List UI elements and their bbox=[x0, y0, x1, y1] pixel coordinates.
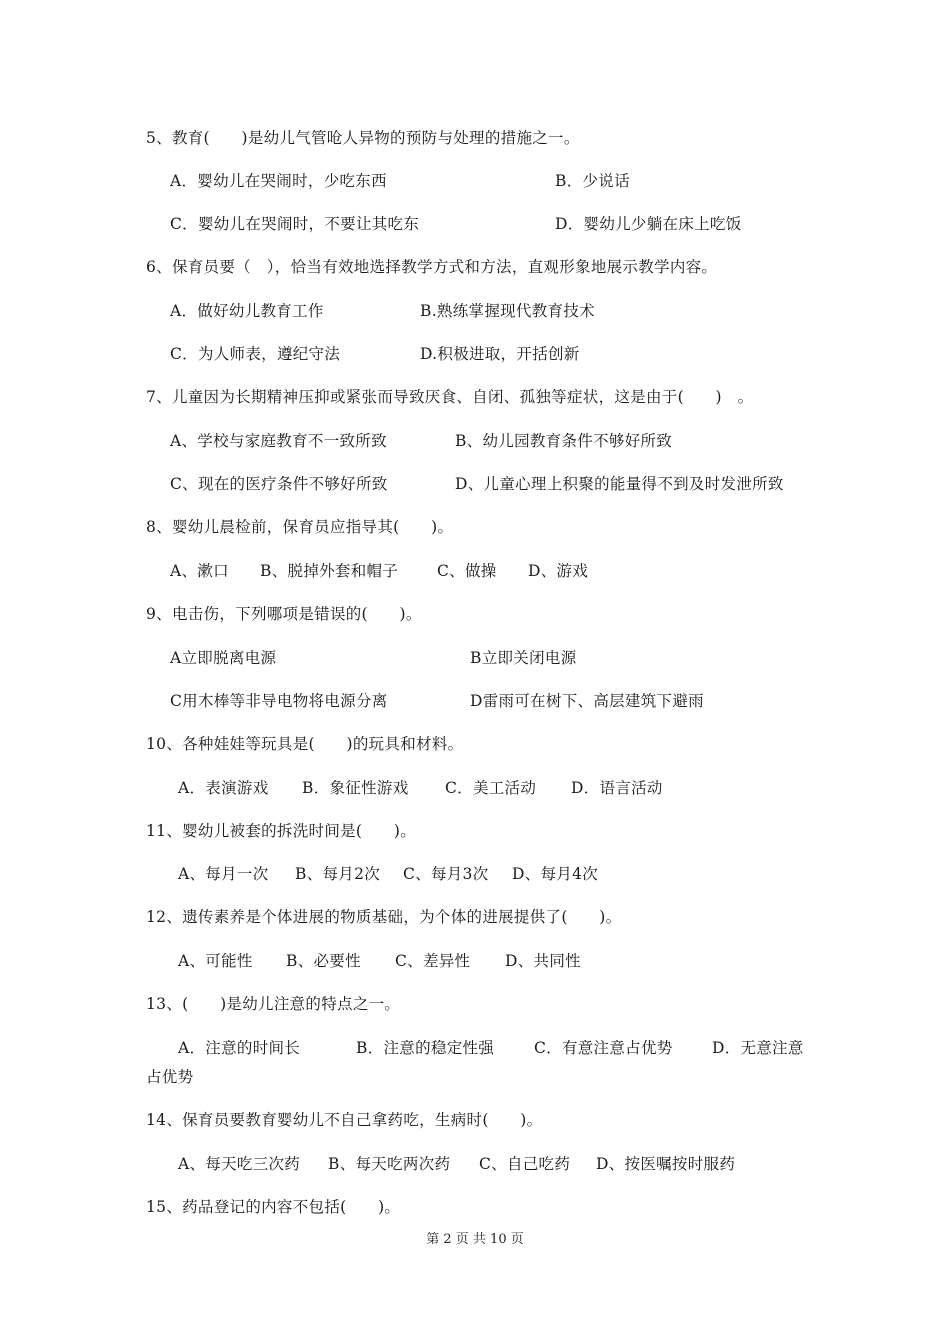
option-c: C、做操 bbox=[437, 562, 497, 580]
page-footer: 第 2 页 共 10 页 bbox=[426, 1232, 524, 1247]
option-a: A、每天吃三次药 bbox=[178, 1155, 301, 1173]
option-d: D.积极进取，开括创新 bbox=[420, 345, 580, 363]
question-stem: 7、儿童因为长期精神压抑或紧张而导致厌食、自闭、孤独等症状，这是由于( ) 。 bbox=[146, 388, 754, 406]
option-b: B、脱掉外套和帽子 bbox=[260, 562, 399, 580]
option-d: D、儿童心理上积聚的能量得不到及时发泄所致 bbox=[455, 475, 784, 493]
option-b: B、幼儿园教育条件不够好所致 bbox=[455, 432, 673, 450]
option-b: B、每天吃两次药 bbox=[328, 1155, 451, 1173]
option-d: D、游戏 bbox=[528, 562, 589, 580]
option-a: A立即脱离电源 bbox=[170, 649, 277, 667]
option-b: B立即关闭电源 bbox=[470, 649, 577, 667]
option-c: C、差异性 bbox=[395, 952, 471, 970]
option-a: A、可能性 bbox=[178, 952, 253, 970]
question-stem: 9、电击伤，下列哪项是错误的( )。 bbox=[146, 605, 422, 623]
question-stem: 10、各种娃娃等玩具是( )的玩具和材料。 bbox=[146, 735, 464, 753]
option-b: B、每月2次 bbox=[295, 865, 381, 883]
option-d: D、每月4次 bbox=[512, 865, 599, 883]
option-c: C用木棒等非导电物将电源分离 bbox=[170, 692, 388, 710]
question-stem: 8、婴幼儿晨检前，保育员应指导其( )。 bbox=[146, 518, 454, 536]
option-c: C．婴幼儿在哭闹时，不要让其吃东 bbox=[170, 215, 420, 233]
option-a: A、每月一次 bbox=[178, 865, 269, 883]
option-c: C．有意注意占优势 bbox=[534, 1039, 673, 1057]
option-a: A．表演游戏 bbox=[178, 779, 269, 797]
option-b: B．象征性游戏 bbox=[302, 779, 409, 797]
option-c: C、现在的医疗条件不够好所致 bbox=[170, 475, 388, 493]
question-stem: 6、保育员要（ ），恰当有效地选择教学方式和方法，直观形象地展示教学内容。 bbox=[146, 258, 718, 276]
option-a: A．注意的时间长 bbox=[178, 1039, 301, 1057]
question-stem: 13、( )是幼儿注意的特点之一。 bbox=[146, 995, 401, 1013]
option-c: C、自己吃药 bbox=[479, 1155, 571, 1173]
option-b: B.熟练掌握现代教育技术 bbox=[420, 302, 595, 320]
option-a: A．婴幼儿在哭闹时，少吃东西 bbox=[170, 172, 387, 190]
option-d: D．婴幼儿少躺在床上吃饭 bbox=[555, 215, 742, 233]
option-d: D、按医嘱按时服药 bbox=[596, 1155, 736, 1173]
option-d-part1: D．无意注意 bbox=[712, 1039, 804, 1057]
option-a: A、漱口 bbox=[170, 562, 229, 580]
option-c: C．美工活动 bbox=[445, 779, 537, 797]
question-stem: 15、药品登记的内容不包括( )。 bbox=[146, 1198, 401, 1216]
option-c: C．为人师表，遵纪守法 bbox=[170, 345, 341, 363]
option-d: D．语言活动 bbox=[571, 779, 663, 797]
option-b: B．注意的稳定性强 bbox=[356, 1039, 495, 1057]
option-d: D雷雨可在树下、高层建筑下避雨 bbox=[470, 692, 704, 710]
option-c: C、每月3次 bbox=[403, 865, 489, 883]
question-stem: 11、婴幼儿被套的拆洗时间是( )。 bbox=[146, 822, 417, 840]
option-a: A、学校与家庭教育不一致所致 bbox=[170, 432, 387, 450]
option-b: B．少说话 bbox=[555, 172, 630, 190]
option-d-part2: 占优势 bbox=[146, 1068, 194, 1086]
question-stem: 12、遗传素养是个体进展的物质基础，为个体的进展提供了( )。 bbox=[146, 908, 622, 926]
option-b: B、必要性 bbox=[286, 952, 361, 970]
option-d: D、共同性 bbox=[505, 952, 581, 970]
question-stem: 14、保育员要教育婴幼儿不自己拿药吃，生病时( )。 bbox=[146, 1111, 543, 1129]
question-stem: 5、教育( )是幼儿气管呛人异物的预防与处理的措施之一。 bbox=[146, 129, 580, 147]
option-a: A．做好幼儿教育工作 bbox=[170, 302, 324, 320]
